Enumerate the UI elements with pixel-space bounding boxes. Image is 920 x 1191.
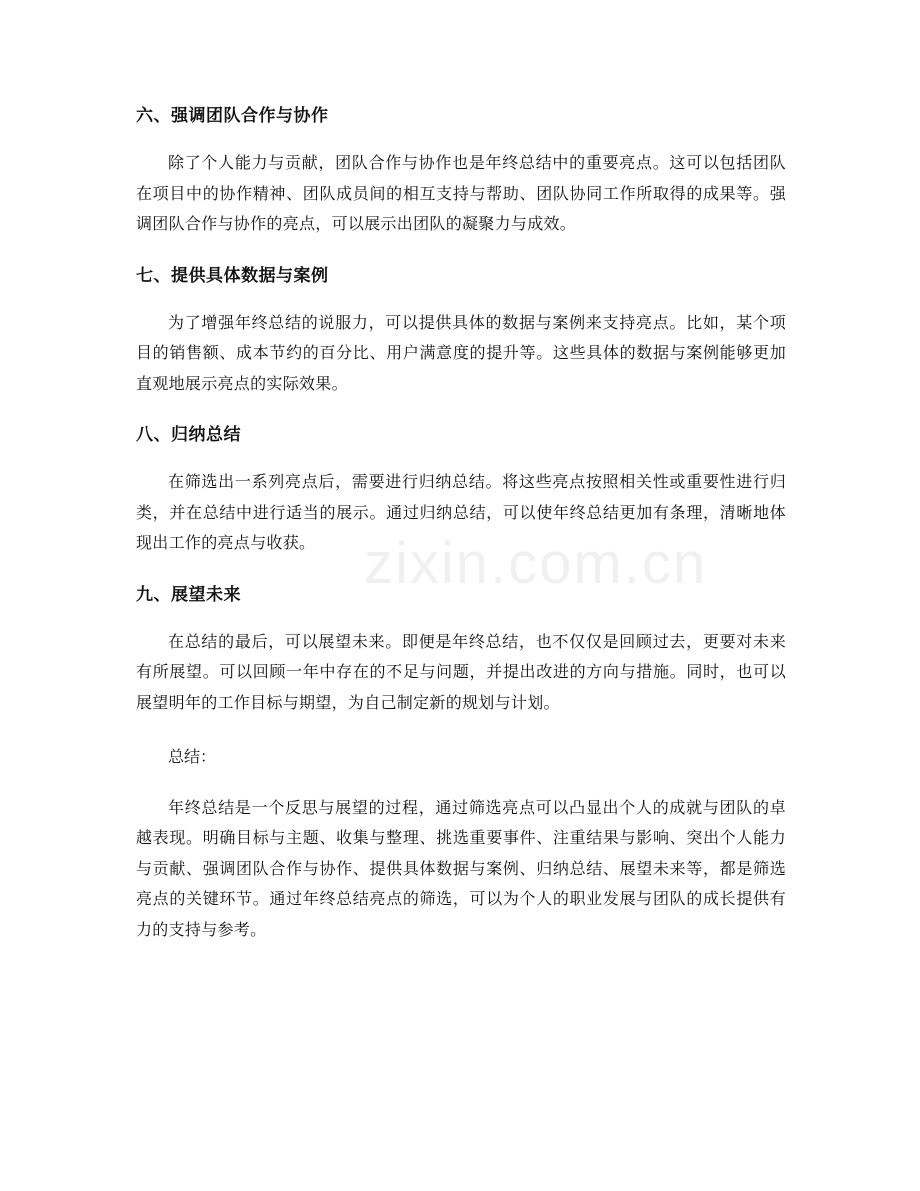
section-paragraph-6: 除了个人能力与贡献，团队合作与协作也是年终总结中的重要亮点。这可以包括团队在项目中的协作精神、团队成员间的相互支持与帮助、团队协同工作所取得的成果等。强调团队合作与协作的亮点，可以展示出团队的凝聚力与成效。 (136, 153, 786, 233)
summary-label: 总结： (168, 747, 217, 766)
section-paragraph-9: 在总结的最后，可以展望未来。即便是年终总结，也不仅仅是回顾过去，更要对未来有所展望。可以回顾一年中存在的不足与问题，并提出改进的方向与措施。同时，也可以展望明年的工作目标与期望，为自己制定新的规划与计划。 (136, 631, 786, 712)
section-paragraph-8: 在筛选出一系列亮点后，需要进行归纳总结。将这些亮点按照相关性或重要性进行归类，并在总结中进行适当的展示。通过归纳总结，可以使年终总结更加有条理，清晰地体现出工作的亮点与收获。 (136, 472, 786, 552)
section-paragraph-7: 为了增强年终总结的说服力，可以提供具体的数据与案例来支持亮点。比如，某个项目的销售额、成本节约的百分比、用户满意度的提升等。这些具体的数据与案例能够更加直观地展示亮点的实际效果。 (136, 312, 786, 393)
summary-paragraph: 年终总结是一个反思与展望的过程，通过筛选亮点可以凸显出个人的成就与团队的卓越表现。明确目标与主题、收集与整理、挑选重要事件、注重结果与影响、突出个人能力与贡献、强调团队合作与协作、提供具体数据与案例、归纳总结、展望未来等，都是筛选亮点的关键环节。通过年终总结亮点的筛选，可以为个人的职业发展与团队的成长提供有力的支持与参考。 (136, 797, 786, 939)
section-heading-9: 九、展望未来 (136, 584, 241, 605)
watermark: zixin.com.cn (364, 531, 708, 596)
document-body (136, 104, 786, 969)
section-heading-8: 八、归纳总结 (136, 425, 241, 445)
section-heading-6: 六、强调团队合作与协作 (136, 106, 329, 126)
section-heading-7: 七、提供具体数据与案例 (136, 265, 329, 286)
